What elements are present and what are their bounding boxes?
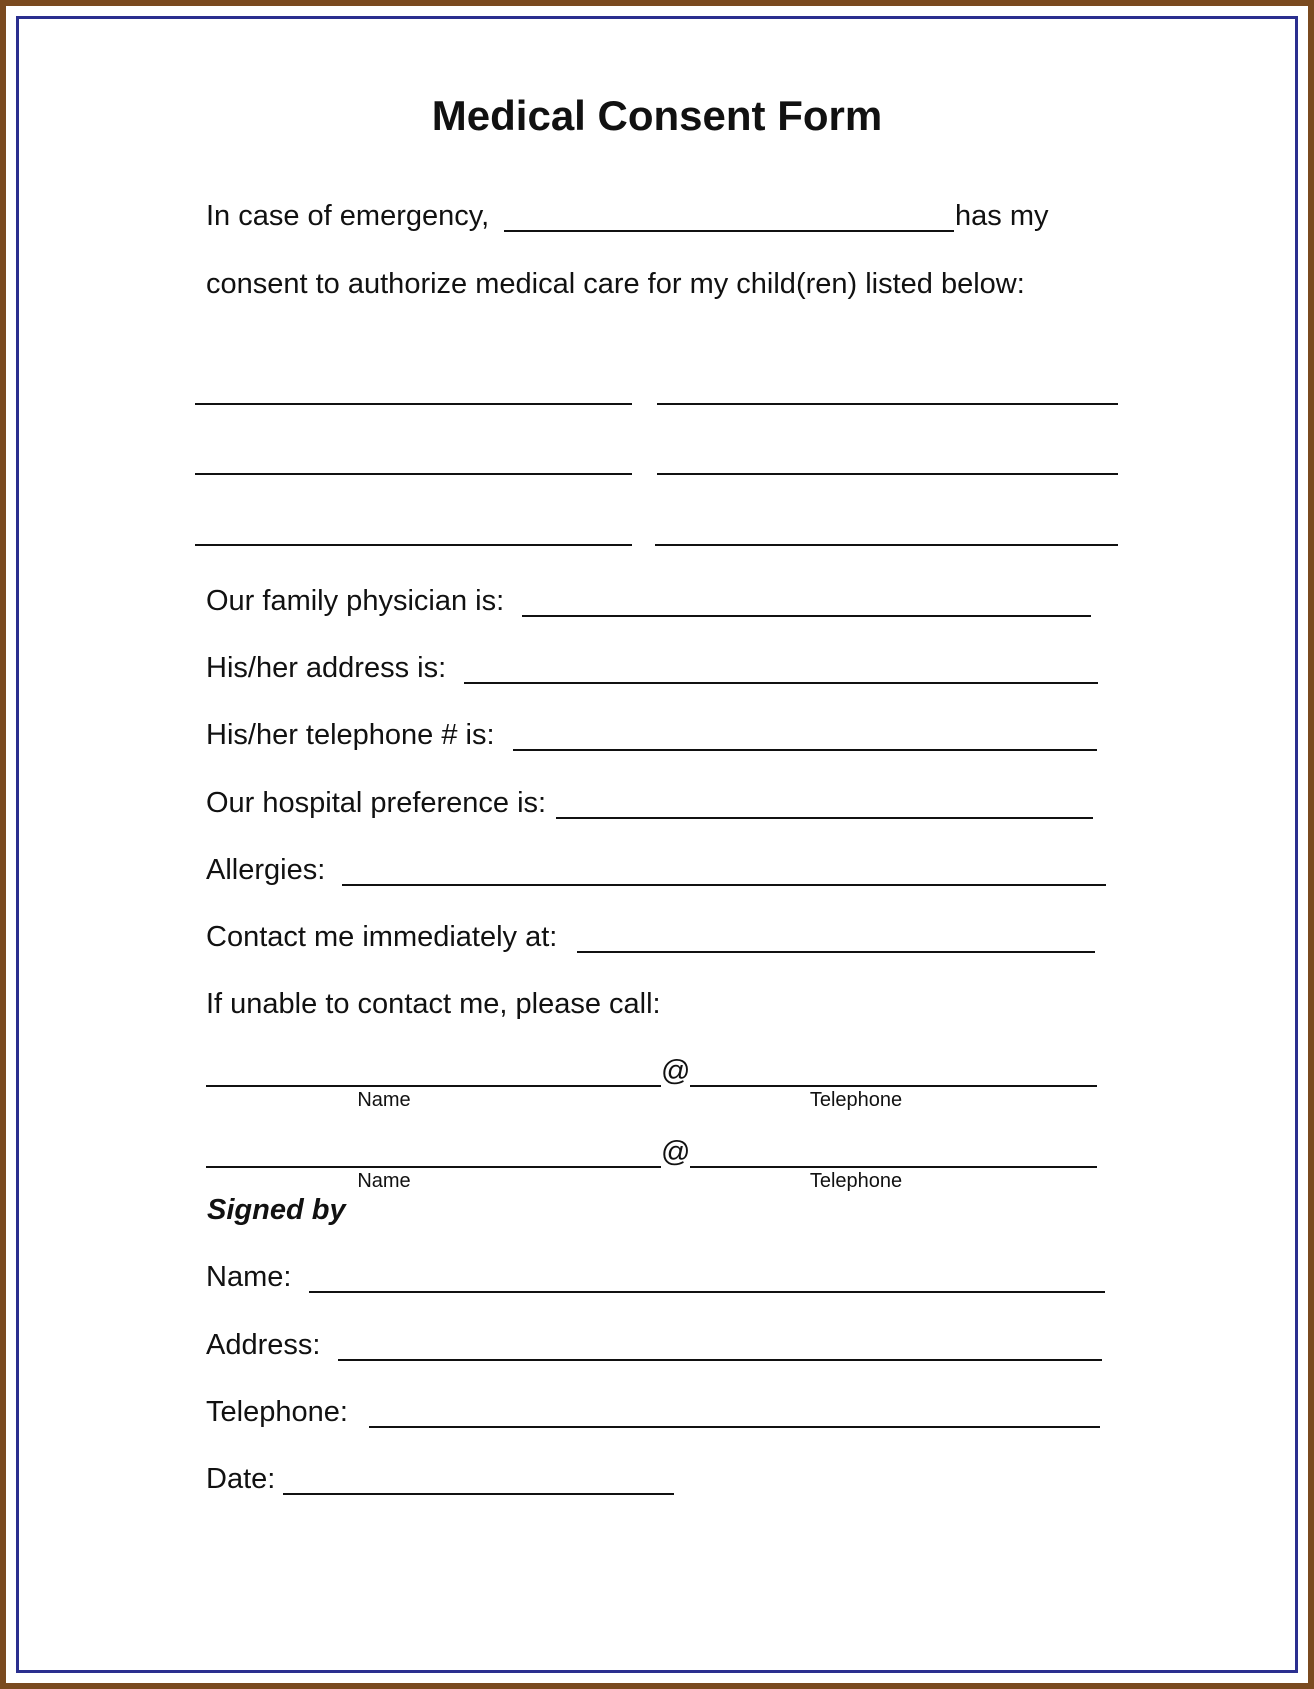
alt-contact-1-telephone-field[interactable] [690, 1085, 1097, 1087]
allergies-field[interactable] [342, 884, 1106, 886]
date-field[interactable] [283, 1493, 674, 1495]
alt-contact-1-name-caption: Name [357, 1089, 411, 1111]
physician-telephone-field[interactable] [513, 749, 1097, 751]
alt-contact-2-name-caption: Name [357, 1170, 411, 1192]
date-label: Date: [206, 1463, 276, 1495]
signer-telephone-field[interactable] [369, 1426, 1100, 1428]
child-field-5[interactable] [195, 544, 632, 546]
signer-telephone-label: Telephone: [206, 1396, 348, 1428]
physician-address-label: His/her address is: [206, 652, 447, 684]
physician-telephone-label: His/her telephone # is: [206, 719, 495, 751]
alt-contact-1-name-field[interactable] [206, 1085, 661, 1087]
alt-contact-2-at: @ [661, 1136, 691, 1168]
allergies-label: Allergies: [206, 854, 326, 886]
signer-name-label: Name: [206, 1261, 292, 1293]
physician-field[interactable] [522, 615, 1091, 617]
signed-by-heading: Signed by [207, 1194, 346, 1226]
child-field-1[interactable] [195, 403, 632, 405]
signer-address-label: Address: [206, 1329, 321, 1361]
alt-contact-2-telephone-field[interactable] [690, 1166, 1097, 1168]
intro-suffix: has my [955, 200, 1049, 232]
child-field-4[interactable] [657, 473, 1118, 475]
emergency-contact-field[interactable] [504, 230, 954, 232]
signer-name-field[interactable] [309, 1291, 1105, 1293]
child-field-3[interactable] [195, 473, 632, 475]
hospital-label: Our hospital preference is: [206, 787, 547, 819]
child-field-2[interactable] [657, 403, 1118, 405]
alt-contact-1-at: @ [661, 1055, 691, 1087]
intro-prefix: In case of emergency, [206, 200, 490, 232]
alt-contact-2-name-field[interactable] [206, 1166, 661, 1168]
hospital-field[interactable] [556, 817, 1093, 819]
unable-label: If unable to contact me, please call: [206, 988, 661, 1020]
physician-label: Our family physician is: [206, 585, 505, 617]
form-title: Medical Consent Form [431, 92, 883, 139]
child-field-6[interactable] [655, 544, 1118, 546]
physician-address-field[interactable] [464, 682, 1098, 684]
contact-label: Contact me immediately at: [206, 921, 558, 953]
contact-field[interactable] [577, 951, 1095, 953]
intro-line2: consent to authorize medical care for my child(ren) listed below: [206, 268, 1025, 300]
alt-contact-2-telephone-caption: Telephone [809, 1170, 903, 1192]
signer-address-field[interactable] [338, 1359, 1102, 1361]
alt-contact-1-telephone-caption: Telephone [809, 1089, 903, 1111]
